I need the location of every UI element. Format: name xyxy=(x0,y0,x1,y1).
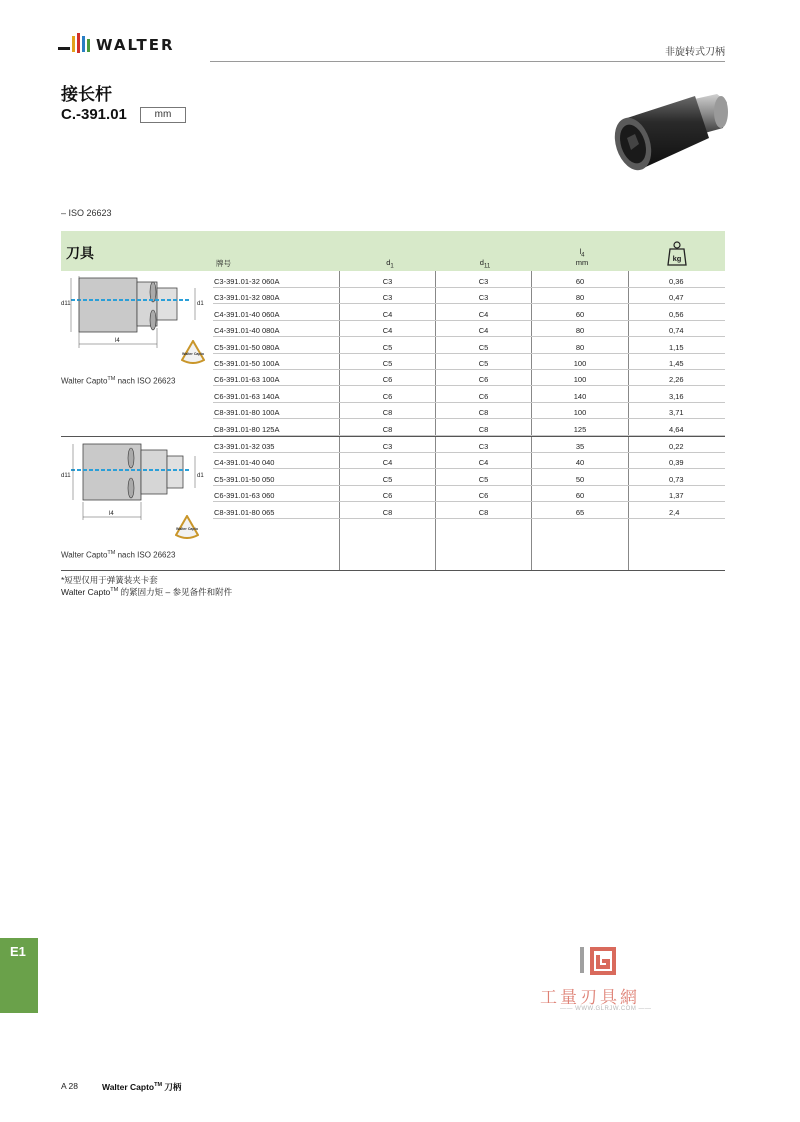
footer-title: Walter Capto™ 刀柄 xyxy=(102,1082,182,1092)
row-divider xyxy=(213,320,725,321)
cell-weight: 1,37 xyxy=(669,491,684,501)
row-divider xyxy=(213,303,725,304)
section-title: 刀具 xyxy=(66,245,94,261)
row-divider xyxy=(213,385,725,386)
svg-text:Walter Capto: Walter Capto xyxy=(175,527,199,531)
svg-text:d11: d11 xyxy=(61,473,71,479)
cell-designation: C5-391.01-50 080A xyxy=(214,342,280,352)
cell-weight: 3,71 xyxy=(669,408,684,418)
cell-designation: C8-391.01-80 100A xyxy=(214,408,280,418)
cell-l4: 60 xyxy=(575,309,585,319)
row-divider xyxy=(213,287,725,288)
group-separator xyxy=(61,436,725,437)
row-divider xyxy=(213,402,725,403)
drawing-caption-2: Walter Capto™ nach ISO 26623 xyxy=(61,550,176,560)
header-divider xyxy=(210,61,725,62)
col-header-designation: 牌号 xyxy=(216,259,231,268)
cell-designation: C6-391.01-63 060 xyxy=(214,491,275,501)
cell-d1: C4 xyxy=(382,326,393,336)
row-divider xyxy=(213,336,725,337)
cell-l4: 80 xyxy=(575,326,585,336)
col-header-d11: $d_{11}$ xyxy=(479,258,491,270)
cell-d11: C5 xyxy=(478,474,489,484)
row-divider xyxy=(213,369,725,370)
cell-l4: 60 xyxy=(575,491,585,501)
row-divider xyxy=(213,485,725,486)
weight-icon xyxy=(666,240,688,267)
svg-text:Walter Capto: Walter Capto xyxy=(181,352,205,356)
page-number: A 28 xyxy=(61,1081,79,1091)
svg-text:l4: l4 xyxy=(109,511,114,517)
cell-d11: C5 xyxy=(478,359,489,368)
brand-name: WALTER xyxy=(96,36,175,54)
col-header-l4: $l_4$ xyxy=(579,247,585,259)
cell-l4: 65 xyxy=(575,507,585,517)
walter-capto-badge-icon xyxy=(181,340,205,364)
col-header-d1: $d_1$ xyxy=(386,258,394,270)
cell-designation: C5-391.01-50 100A xyxy=(214,359,280,368)
cell-d11: C3 xyxy=(478,442,489,451)
svg-text:d1: d1 xyxy=(197,473,204,479)
unit-badge: mm xyxy=(140,107,186,123)
cell-d1: C5 xyxy=(382,474,393,484)
svg-text:d1: d1 xyxy=(197,301,204,307)
cell-d1: C6 xyxy=(382,391,393,401)
cell-l4: 100 xyxy=(573,359,587,368)
cell-d11: C8 xyxy=(478,507,489,517)
row-divider xyxy=(213,452,725,453)
cell-designation: C6-391.01-63 140A xyxy=(214,391,280,401)
product-code: C.-391.01 xyxy=(61,106,127,123)
footnote-torque: Walter Capto™ 的紧固力矩 – 参见备件和附件 xyxy=(61,587,233,597)
cell-d11: C4 xyxy=(478,309,489,319)
cell-d11: C3 xyxy=(478,277,489,286)
cell-weight: 0,22 xyxy=(669,442,684,451)
cell-d11: C5 xyxy=(478,342,489,352)
svg-text:kg: kg xyxy=(672,254,682,263)
cell-d11: C8 xyxy=(478,424,489,434)
cell-designation: C3-391.01-32 060A xyxy=(214,277,280,286)
cell-weight: 0,74 xyxy=(669,326,684,336)
svg-text:l4: l4 xyxy=(115,338,120,344)
cell-d1: C5 xyxy=(382,342,393,352)
cell-d1: C5 xyxy=(382,359,393,368)
product-title: 接长杆 xyxy=(61,85,112,104)
cell-d1: C3 xyxy=(382,442,393,451)
chapter-tab-label: E1 xyxy=(10,944,26,959)
cell-d1: C8 xyxy=(382,424,393,434)
footnote-short-type: *短型仅用于弹簧装夹卡套 xyxy=(61,575,158,585)
cell-l4: 100 xyxy=(573,375,587,385)
col-divider xyxy=(628,271,629,570)
cell-d11: C4 xyxy=(478,458,489,468)
cell-weight: 0,36 xyxy=(669,277,684,286)
cell-weight: 0,39 xyxy=(669,458,684,468)
standard-note: – ISO 26623 xyxy=(61,208,112,218)
cell-designation: C8-391.01-80 125A xyxy=(214,424,280,434)
cell-d1: C8 xyxy=(382,408,393,418)
cell-l4: 60 xyxy=(575,277,585,286)
row-divider xyxy=(213,468,725,469)
cell-d1: C3 xyxy=(382,277,393,286)
cell-d1: C6 xyxy=(382,375,393,385)
cell-d1: C8 xyxy=(382,507,393,517)
cell-d11: C8 xyxy=(478,408,489,418)
cell-designation: C5-391.01-50 050 xyxy=(214,474,275,484)
technical-drawing-short xyxy=(61,440,211,520)
cell-d11: C4 xyxy=(478,326,489,336)
cell-weight: 1,45 xyxy=(669,359,684,368)
cell-l4: 80 xyxy=(575,342,585,352)
cell-l4: 50 xyxy=(575,474,585,484)
category-title: 非旋转式刀柄 xyxy=(665,47,725,58)
cell-weight: 2,4 xyxy=(669,507,680,517)
cell-d1: C4 xyxy=(382,309,393,319)
cell-weight: 0,47 xyxy=(669,293,684,303)
row-divider xyxy=(213,418,725,419)
cell-designation: C3-391.01-32 080A xyxy=(214,293,280,303)
row-divider xyxy=(213,353,725,354)
cell-d1: C6 xyxy=(382,491,393,501)
watermark-text: 工量刃具網 xyxy=(540,988,640,1008)
cell-l4: 35 xyxy=(575,442,585,451)
table-bottom-rule xyxy=(61,570,725,571)
row-divider xyxy=(213,518,725,519)
cell-d1: C3 xyxy=(382,293,393,303)
cell-weight: 1,15 xyxy=(669,342,684,352)
cell-l4: 140 xyxy=(573,391,587,401)
cell-designation: C8-391.01-80 065 xyxy=(214,507,275,517)
walter-capto-badge-icon xyxy=(175,515,199,539)
cell-weight: 4,64 xyxy=(669,424,684,434)
col-header-l4-unit: mm xyxy=(575,258,589,267)
cell-d11: C3 xyxy=(478,293,489,303)
cell-d1: C4 xyxy=(382,458,393,468)
cell-l4: 40 xyxy=(575,458,585,468)
cell-l4: 125 xyxy=(573,424,587,434)
cell-d11: C6 xyxy=(478,391,489,401)
svg-text:d11: d11 xyxy=(61,301,71,307)
cell-l4: 80 xyxy=(575,293,585,303)
drawing-caption-1: Walter Capto™ nach ISO 26623 xyxy=(61,376,176,386)
cell-l4: 100 xyxy=(573,408,587,418)
cell-designation: C4-391.01-40 040 xyxy=(214,458,275,468)
cell-weight: 0,73 xyxy=(669,474,684,484)
cell-weight: 2,26 xyxy=(669,375,684,385)
cell-d11: C6 xyxy=(478,491,489,501)
cell-d11: C6 xyxy=(478,375,489,385)
row-divider xyxy=(213,501,725,502)
cell-designation: C6-391.01-63 100A xyxy=(214,375,280,385)
cell-weight: 3,16 xyxy=(669,391,684,401)
cell-weight: 0,56 xyxy=(669,309,684,319)
watermark-url: —— WWW.GLRJW.COM —— xyxy=(560,1006,652,1012)
extension-holder-photo xyxy=(605,88,730,180)
cell-designation: C4-391.01-40 060A xyxy=(214,309,280,319)
cell-designation: C4-391.01-40 080A xyxy=(214,326,280,336)
cell-designation: C3-391.01-32 035 xyxy=(214,442,275,451)
